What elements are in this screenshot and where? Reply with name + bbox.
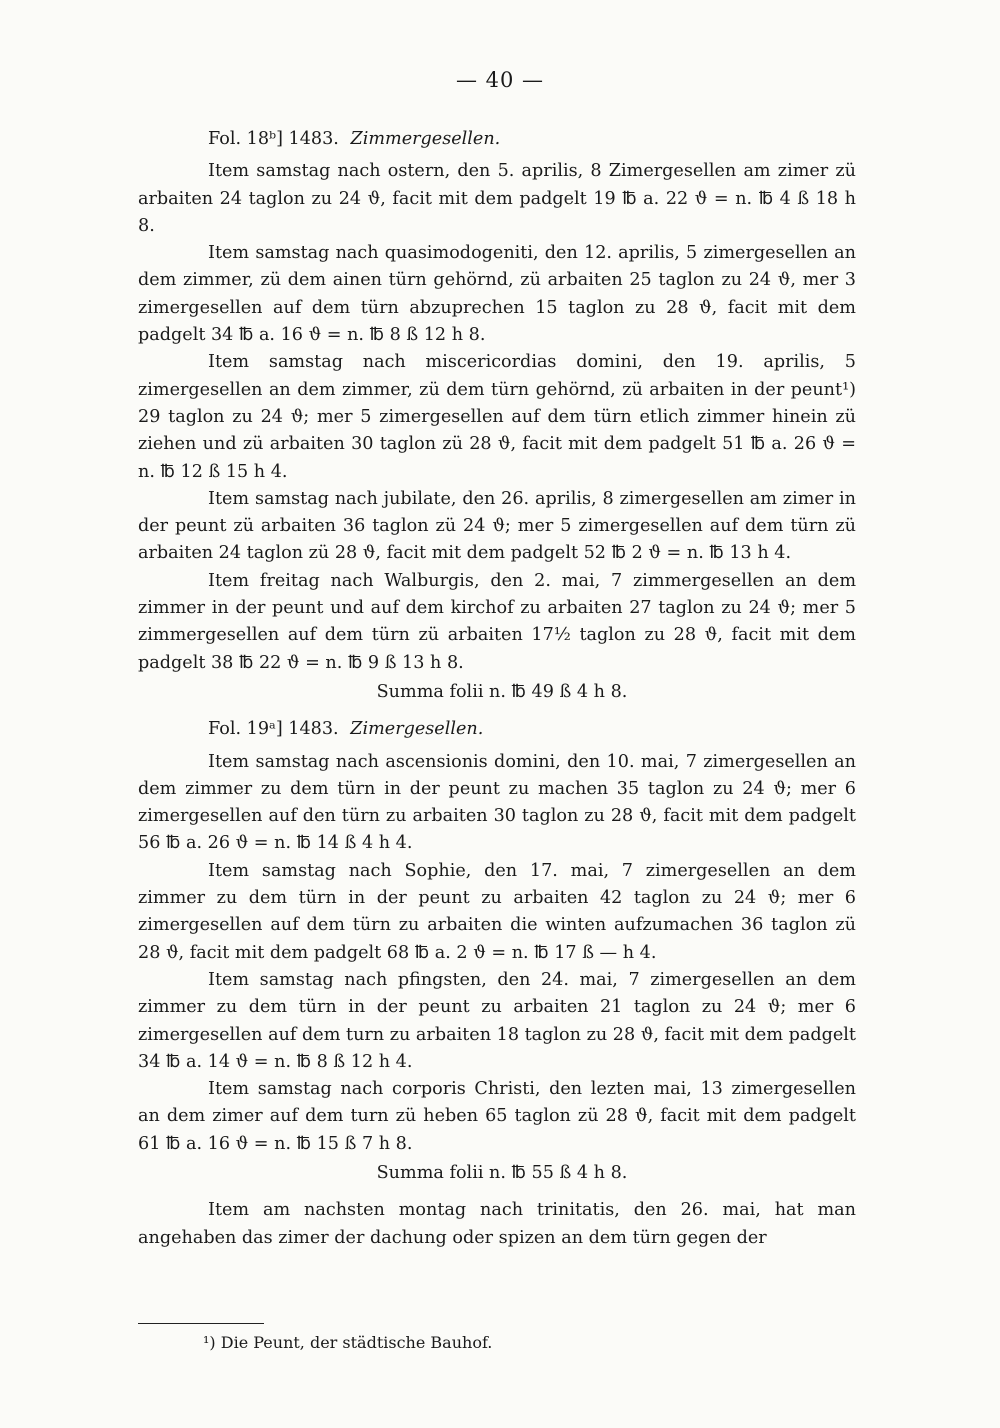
entry-paragraph: Item samstag nach pfingsten, den 24. mai, 7 zimergesellen an dem zimmer zu dem türn in der peunt zu arbaiten 21 taglon zu 24 ϑ; mer 6 zimergesellen auf dem turn zu arbaiten 18 taglon zu 28 ϑ, facit mit dem padgelt 34 ℔ a. 14 ϑ = n. ℔ 8 ß 12 h 4. — [138, 969, 856, 1072]
folio-ref: Fol. 19ᵃ] 1483. — [208, 719, 339, 740]
folio-heading — [208, 716, 856, 743]
footnote: ¹) Die Peunt, der städtische Bauhof. — [203, 1333, 493, 1352]
folio-title: Zimmergesellen. — [350, 129, 501, 149]
folio-title: Zimergesellen. — [350, 719, 484, 740]
folio-heading — [208, 126, 856, 153]
folio-ref: Fol. 18ᵇ] 1483. — [208, 129, 339, 149]
closing-paragraph: Item am nachsten montag nach trinitatis, den 26. mai, hat man angehaben das zimer der dachung oder spizen an dem türn gegen der — [138, 1200, 856, 1248]
entry-paragraph: Item samstag nach miscericordias domini, den 19. aprilis, 5 zimergesellen an dem zimmer, zü dem türn gehörnd, zü arbaiten in der peunt¹) 29 taglon zu 24 ϑ; mer 5 zimergesellen auf dem türn etlich zimmer hinein zü ziehen und zü arbaiten 30 taglon zü 28 ϑ, facit mit dem padgelt 51 ℔ a. 26 ϑ = n. ℔ 12 ß 15 h 4. — [138, 352, 856, 482]
entry-paragraph: Item samstag nach jubilate, den 26. aprilis, 8 zimergesellen am zimer in der peunt zü arbaiten 36 taglon zü 24 ϑ; mer 5 zimergesellen auf dem türn zü arbaiten 24 taglon zü 28 ϑ, facit mit dem padgelt 52 ℔ 2 ϑ = n. ℔ 13 h 4. — [138, 488, 856, 564]
summa-line: Summa folii n. ℔ 49 ß 4 h 8. — [376, 681, 628, 702]
page-number: — 40 — — [455, 68, 545, 92]
summa-line: Summa folii n. ℔ 55 ß 4 h 8. — [376, 1162, 628, 1183]
entry-paragraph: Item samstag nach ostern, den 5. aprilis, 8 Zimergesellen am zimer zü arbaiten 24 taglon zu 24 ϑ, facit mit dem padgelt 19 ℔ a. 22 ϑ = n. ℔ 4 ß 18 h 8. — [138, 161, 856, 236]
entry-paragraph: Item samstag nach Sophie, den 17. mai, 7 zimergesellen an dem zimmer zu dem türn in der peunt zu arbaiten 42 taglon zu 24 ϑ; mer 6 zimergesellen auf dem türn zu arbaiten die winten aufzumachen 36 taglon zü 28 ϑ, facit mit dem padgelt 68 ℔ a. 2 ϑ = n. ℔ 17 ß — h 4. — [138, 860, 856, 963]
entry-paragraph: Item samstag nach corporis Christi, den lezten mai, 13 zimergesellen an dem zimer auf dem turn zü heben 65 taglon zü 28 ϑ, facit mit dem padgelt 61 ℔ a. 16 ϑ = n. ℔ 15 ß 7 h 8. — [138, 1079, 856, 1154]
entry-paragraph: Item samstag nach quasimodogeniti, den 12. aprilis, 5 zimergesellen an dem zimmer, zü dem ainen türn gehörnd, zü arbaiten 25 taglon zu 24 ϑ, mer 3 zimergesellen auf dem türn abzuprechen 15 taglon zu 28 ϑ, facit mit dem padgelt 34 ℔ a. 16 ϑ = n. ℔ 8 ß 12 h 8. — [138, 243, 856, 346]
entry-paragraph: Item samstag nach ascensionis domini, den 10. mai, 7 zimergesellen an dem zimmer zu dem türn in der peunt zu machen 35 taglon zu 24 ϑ; mer 6 zimergesellen auf den türn zu arbaiten 30 taglon zu 28 ϑ, facit mit dem padgelt 56 ℔ a. 26 ϑ = n. ℔ 14 ß 4 h 4. — [138, 751, 856, 854]
footnote-rule — [138, 1323, 264, 1324]
entry-paragraph: Item freitag nach Walburgis, den 2. mai, 7 zimmergesellen an dem zimmer in der peunt und auf dem kirchof zu arbaiten 27 taglon zu 24 ϑ; mer 5 zimmergesellen auf dem türn zü arbaiten 17½ taglon zu 28 ϑ, facit mit dem padgelt 38 ℔ 22 ϑ = n. ℔ 9 ß 13 h 8. — [138, 570, 856, 673]
text-column — [138, 126, 856, 1252]
